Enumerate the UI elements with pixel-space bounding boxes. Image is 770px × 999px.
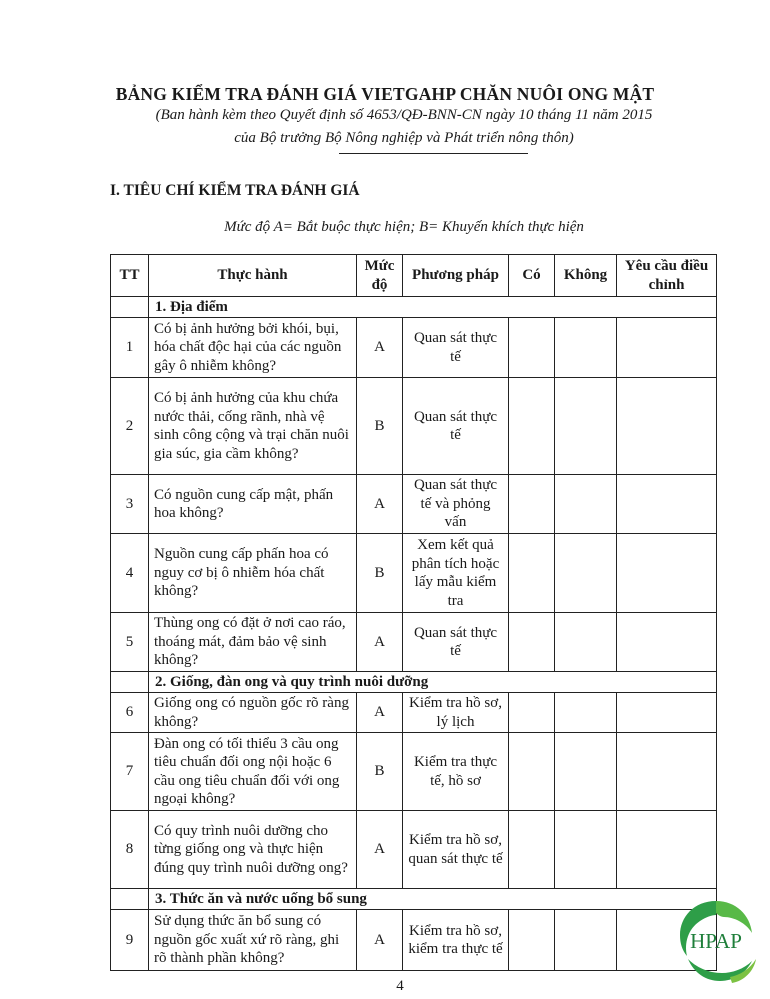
table-row [111,811,717,889]
row-level: A [357,910,403,971]
header-level: Mức độ [357,255,403,297]
row-practice: Có quy trình nuôi dưỡng cho từng giống ong và thực hiện đúng quy trình nuôi dưỡng ong? [149,811,357,889]
row-level: A [357,318,403,378]
page-number: 4 [396,978,404,994]
row-tt: 7 [111,733,149,811]
cell-no[interactable] [555,693,617,733]
table-row [111,693,717,733]
table-row [111,613,717,672]
row-practice: Nguồn cung cấp phấn hoa có nguy cơ bị ô nhiễm hóa chất không? [149,534,357,613]
row-tt: 1 [111,318,149,378]
table-row [111,318,717,378]
row-method: Quan sát thực tế và phỏng vấn [403,475,509,534]
row-tt: 4 [111,534,149,613]
title-underline [339,153,528,154]
row-level: A [357,475,403,534]
cell-adjust[interactable] [617,613,717,672]
row-method: Kiểm tra thực tế, hồ sơ [403,733,509,811]
cell-no[interactable] [555,733,617,811]
cell-adjust[interactable] [617,534,717,613]
cell-adjust[interactable] [617,475,717,534]
cell-yes[interactable] [509,613,555,672]
row-practice: Sử dụng thức ăn bổ sung có nguồn gốc xuất xứ rõ ràng, ghi rõ thành phần không? [149,910,357,971]
cell-no[interactable] [555,613,617,672]
cell-yes[interactable] [509,811,555,889]
table-row [111,733,717,811]
cell-yes[interactable] [509,534,555,613]
table-row [111,378,717,475]
cell-no[interactable] [555,318,617,378]
row-tt: 6 [111,693,149,733]
group-title: 3. Thức ăn và nước uống bổ sung [149,889,717,910]
hpap-logo [670,893,762,989]
header-tt: TT [111,255,149,297]
row-method: Kiểm tra hồ sơ, lý lịch [403,693,509,733]
header-practice: Thực hành [149,255,357,297]
cell-no[interactable] [555,534,617,613]
header-yes: Có [509,255,555,297]
cell-yes[interactable] [509,475,555,534]
table-row [111,534,717,613]
row-method: Kiểm tra hồ sơ, kiểm tra thực tế [403,910,509,971]
cell-adjust[interactable] [617,733,717,811]
group-row [111,889,717,910]
row-method: Xem kết quả phân tích hoặc lấy mẫu kiểm tra [403,534,509,613]
row-method: Quan sát thực tế [403,613,509,672]
header-no: Không [555,255,617,297]
cell-adjust[interactable] [617,318,717,378]
row-level: B [357,534,403,613]
cell-adjust[interactable] [617,811,717,889]
header-method: Phương pháp [403,255,509,297]
group-title: 2. Giống, đàn ong và quy trình nuôi dưỡng [149,672,717,693]
cell-adjust[interactable] [617,693,717,733]
checklist-table [110,254,717,971]
cell-yes[interactable] [509,318,555,378]
group-title: 1. Địa điểm [149,297,717,318]
cell-no[interactable] [555,811,617,889]
table-row [111,475,717,534]
row-tt: 3 [111,475,149,534]
row-practice: Giống ong có nguồn gốc rõ ràng không? [149,693,357,733]
cell-no[interactable] [555,910,617,971]
row-level: B [357,733,403,811]
cell-yes[interactable] [509,733,555,811]
row-practice: Có nguồn cung cấp mật, phấn hoa không? [149,475,357,534]
level-legend: Mức độ A= Bắt buộc thực hiện; B= Khuyến khích thực hiện [224,219,584,235]
row-practice: Có bị ảnh hưởng bởi khói, bụi, hóa chất độc hại của các nguồn gây ô nhiễm không? [149,318,357,378]
cell-adjust[interactable] [617,378,717,475]
row-tt: 8 [111,811,149,889]
cell-no[interactable] [555,475,617,534]
table-row [111,910,717,971]
document-subtitle-line2: của Bộ trưởng Bộ Nông nghiệp và Phát triển nông thôn) [234,130,574,146]
row-method: Quan sát thực tế [403,318,509,378]
cell-yes[interactable] [509,378,555,475]
row-practice: Đàn ong có tối thiểu 3 cầu ong tiêu chuẩn đối ong nội hoặc 6 cầu ong tiêu chuẩn đối với ong ngoại không? [149,733,357,811]
section-heading: I. TIÊU CHÍ KIỂM TRA ĐÁNH GIÁ [110,182,360,199]
row-level: B [357,378,403,475]
row-level: A [357,613,403,672]
row-level: A [357,811,403,889]
row-method: Quan sát thực tế [403,378,509,475]
cell-yes[interactable] [509,693,555,733]
row-tt: 9 [111,910,149,971]
cell-yes[interactable] [509,910,555,971]
row-tt: 5 [111,613,149,672]
row-method: Kiểm tra hồ sơ, quan sát thực tế [403,811,509,889]
header-adjust: Yêu cầu điều chỉnh [617,255,717,297]
document-title: BẢNG KIỂM TRA ĐÁNH GIÁ VIETGAHP CHĂN NUÔI ONG MẬT [115,84,655,104]
row-practice: Thùng ong có đặt ở nơi cao ráo, thoáng mát, đảm bảo vệ sinh không? [149,613,357,672]
row-practice: Có bị ảnh hưởng của khu chứa nước thải, cống rãnh, nhà vệ sinh công cộng và trại chăn nuôi gia súc, gia cầm không? [149,378,357,475]
group-row [111,672,717,693]
document-subtitle-line1: (Ban hành kèm theo Quyết định số 4653/QĐ-BNN-CN ngày 10 tháng 11 năm 2015 [155,107,653,123]
table-header-row [111,255,717,297]
group-row [111,297,717,318]
svg-text:HPAP: HPAP [690,929,742,953]
row-tt: 2 [111,378,149,475]
row-level: A [357,693,403,733]
cell-no[interactable] [555,378,617,475]
